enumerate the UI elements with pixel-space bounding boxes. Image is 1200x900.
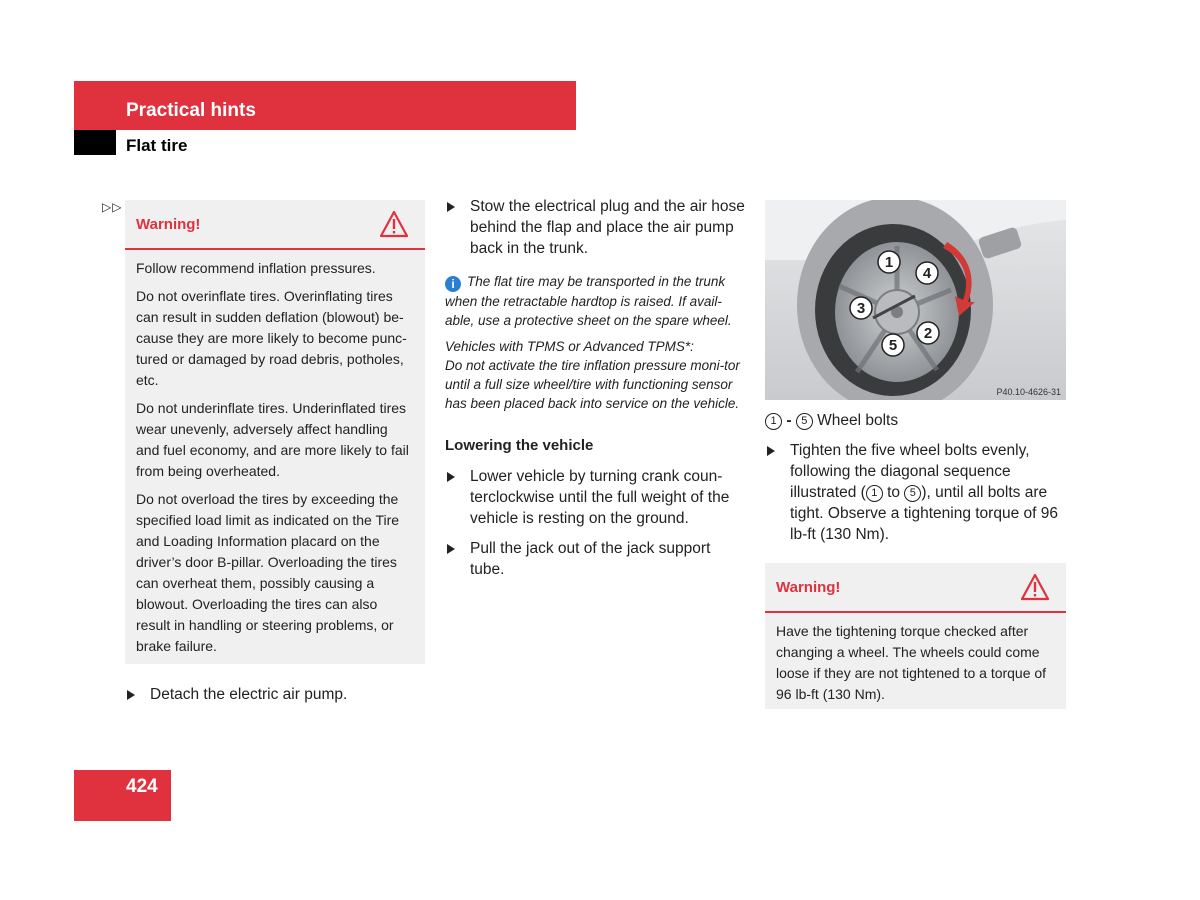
subheading: Lowering the vehicle [445,437,594,454]
tpms-title: Vehicles with TPMS or Advanced TPMS*: [445,339,694,354]
section-title: Practical hints [126,100,256,121]
warning-triangle-icon [379,210,409,238]
warning-body [125,250,425,665]
legend-dash: - [786,412,792,429]
warning-paragraph: Do not overinflate tires. Overinflating tires can result in sudden deflation (blowout) be-cause they are more likely to become punc-tured or damaged by road debris, potholes, etc. [136,288,407,388]
circled-number: 1 [866,485,883,502]
tpms-text: Do not activate the tire inflation pressure moni-tor until a full size wheel/tire with functioning sensor has been placed back into service on the vehicle. [445,358,740,411]
step-text: ), until all bolts are tight. Observe a tightening torque of 96 lb-ft (130 Nm). [790,484,1058,543]
right-warning-box [765,563,1066,709]
warning-triangle-icon [1020,573,1050,601]
page-number: 424 [126,776,158,797]
warning-header [125,200,425,250]
warning-paragraph: Do not underinflate tires. Underinflated tires wear unevenly, adversely affect handling and fuel economy, and are more likely to fail from being overheated. [136,400,409,479]
image-code: P40.10-4626-31 [996,387,1061,397]
tpms-note [445,337,745,413]
callout-label: 3 [856,300,866,317]
circled-number: 5 [904,485,921,502]
callout-label: 5 [888,337,898,354]
step-item: Pull the jack out of the jack support tube. [445,538,745,580]
wheel-illustration [765,200,1066,400]
wheel-drawing [765,200,1066,400]
step-item: Lower vehicle by turning crank coun-terclockwise until the full weight of the vehicle is resting on the ground. [445,466,745,529]
step-text: to [882,484,905,501]
subsection-marker [74,130,116,155]
left-warning-box [125,200,425,664]
info-icon: i [445,276,461,292]
continued-mark: ▷▷ [102,200,123,214]
left-step [125,684,425,714]
info-note-text: The flat tire may be transported in the trunk when the retractable hardtop is raised. If avail-able, use a protective sheet on the spare wheel. [445,274,732,328]
legend-circled-number: 1 [765,413,782,430]
warning-paragraph: Follow recommend inflation pressures. [136,260,376,276]
info-note [445,272,745,330]
legend-circled-number: 5 [796,413,813,430]
callout-label: 1 [884,254,894,271]
step-item [765,440,1066,545]
warning-title: Warning! [136,216,201,233]
warning-header [765,563,1066,613]
step-item: Detach the electric air pump. [125,684,425,705]
step-item: Stow the electrical plug and the air hose behind the flap and place the air pump back in the trunk. [445,196,745,259]
warning-title: Warning! [776,579,841,596]
subsection-title: Flat tire [126,136,188,155]
warning-paragraph: Do not overload the tires by exceeding the specified load limit as indicated on the Tire and Loading Information placard on the driver’s door B-pillar. Overloading the tires can overheat them, possibly causing a blowout. Overloading the tires can also result in handling or steering problems, or brake failure. [136,491,400,654]
right-column [765,410,1066,554]
step-text: Tighten the five wheel bolts evenly, following the diagonal sequence illustrated ( [790,442,1030,501]
middle-column [445,196,745,589]
warning-paragraph: Have the tightening torque checked after changing a wheel. The wheels could come loose if they are not tightened to a torque of 96 lb-ft (130 Nm). [776,623,1047,702]
callout-label: 2 [923,325,933,342]
callout-label: 4 [922,265,932,282]
legend-line [765,410,1066,431]
legend-text: Wheel bolts [817,412,899,429]
warning-body [765,613,1066,713]
